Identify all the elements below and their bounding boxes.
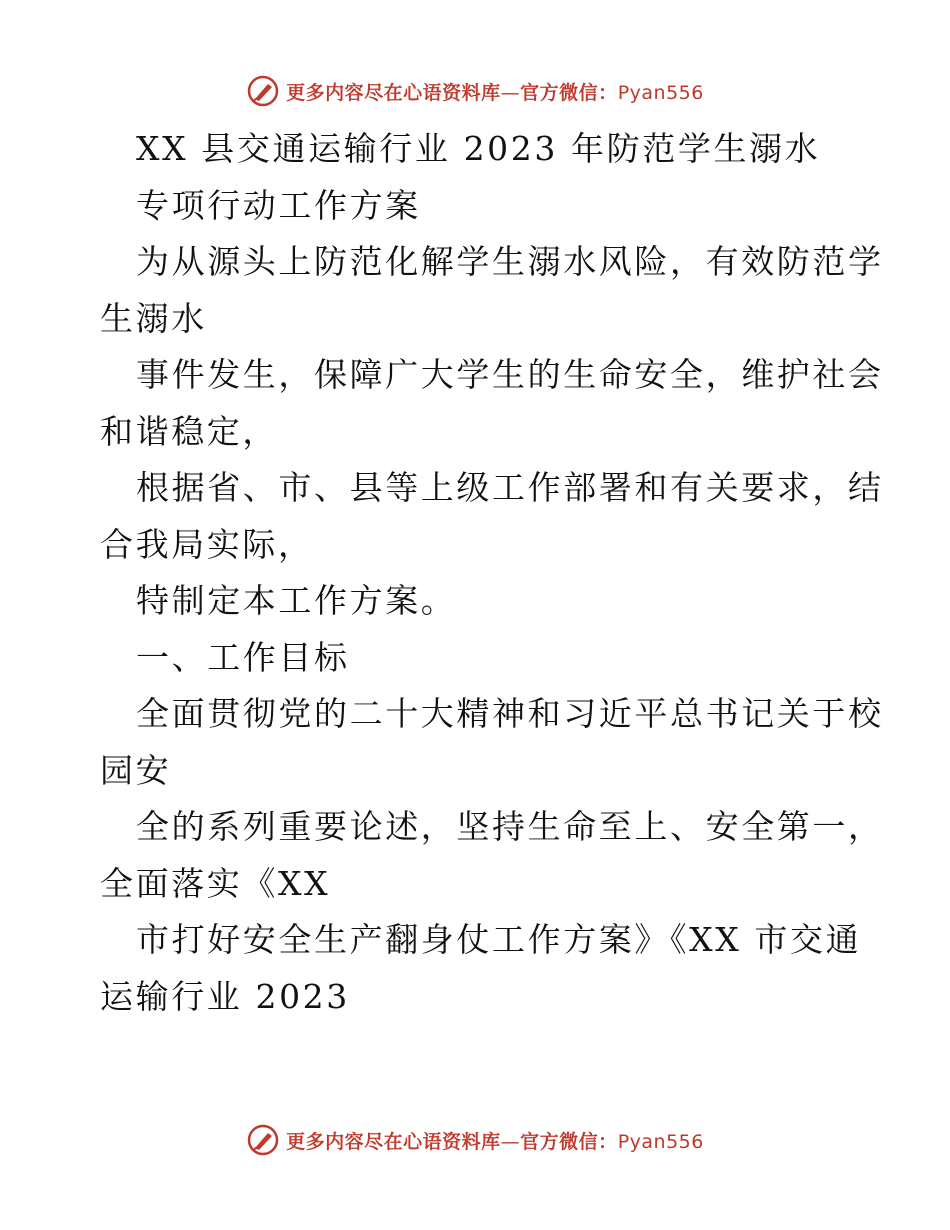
document-line: 全面落实《XX bbox=[100, 863, 331, 903]
document-line: 运输行业 2023 bbox=[100, 976, 350, 1016]
watermark-wechat-label: 官方微信： bbox=[520, 1130, 618, 1153]
document-line: 合我局实际， bbox=[100, 524, 314, 564]
watermark-separator: — bbox=[500, 1130, 521, 1153]
document-line: 专项行动工作方案 bbox=[136, 185, 421, 225]
document-line: 一、工作目标 bbox=[136, 637, 350, 677]
document-line: 根据省、市、县等上级工作部署和有关要求，结 bbox=[136, 468, 884, 507]
document-line: 园安 bbox=[100, 750, 172, 790]
document-line: 为从源头上防范化解学生溺水风险，有效防范学 bbox=[136, 242, 884, 281]
footer-watermark-banner bbox=[0, 1120, 950, 1160]
document-line: XX 县交通运输行业 2023 年防范学生溺水 bbox=[136, 129, 821, 168]
document-body bbox=[100, 121, 884, 1025]
pen-circle-logo-icon bbox=[246, 1123, 280, 1157]
watermark-text bbox=[286, 1127, 704, 1154]
watermark-wechat-id: Pyan556 bbox=[617, 81, 704, 104]
document-line: 全面贯彻党的二十大精神和习近平总书记关于校 bbox=[136, 694, 884, 733]
document-line: 特制定本工作方案。 bbox=[136, 581, 457, 620]
document-line: 和谐稳定， bbox=[100, 411, 278, 451]
document-line: 市打好安全生产翻身仗工作方案》《XX 市交通 bbox=[136, 920, 862, 959]
watermark-wechat-id: Pyan556 bbox=[617, 1130, 704, 1153]
document-line: 全的系列重要论述，坚持生命至上、安全第一， bbox=[136, 807, 884, 846]
watermark-separator: — bbox=[500, 81, 521, 104]
document-line: 生溺水 bbox=[100, 298, 207, 338]
watermark-wechat-label: 官方微信： bbox=[520, 81, 618, 104]
header-watermark-banner bbox=[0, 71, 950, 111]
pen-circle-logo-icon bbox=[246, 74, 280, 108]
watermark-site-name: 更多内容尽在心语资料库 bbox=[286, 81, 501, 104]
watermark-text bbox=[286, 78, 704, 105]
watermark-site-name: 更多内容尽在心语资料库 bbox=[286, 1130, 501, 1153]
document-line: 事件发生，保障广大学生的生命安全，维护社会 bbox=[136, 355, 884, 394]
